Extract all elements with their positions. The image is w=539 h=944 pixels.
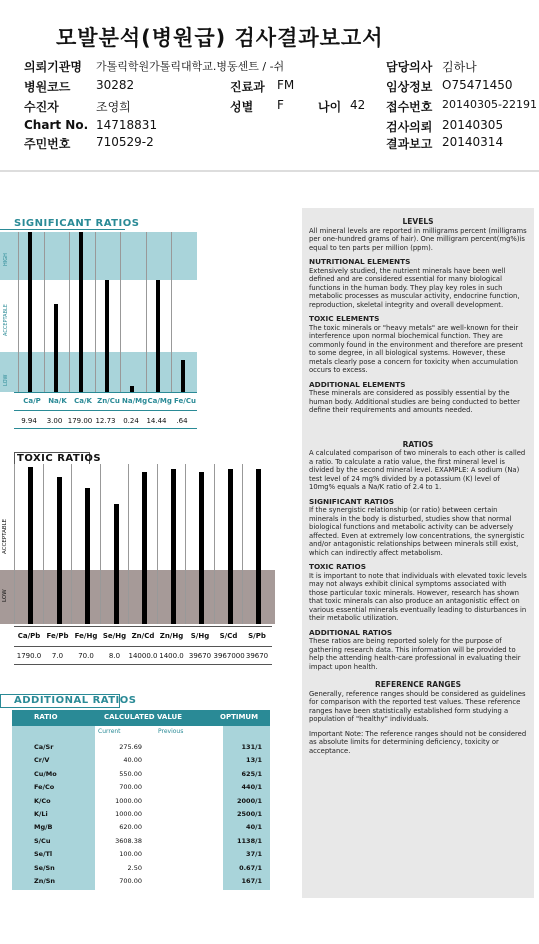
toxic-bar — [57, 477, 62, 624]
toxic-category-label: Zn/Hg — [159, 632, 184, 640]
label-doctor: 담당의사 — [386, 60, 433, 74]
divider — [0, 170, 539, 172]
additional-current-value: 2.50 — [127, 863, 142, 872]
toxic-category-label: Zn/Cd — [131, 632, 155, 640]
significant-category-label: Ca/Mg — [147, 397, 172, 405]
toxic-bar — [199, 472, 204, 624]
significant-category-label: Na/K — [48, 397, 67, 405]
value-doctor: 김하나 — [442, 60, 477, 74]
additional-optimum-value: 40/1 — [246, 823, 262, 832]
toxic-category-label: Se/Hg — [102, 632, 127, 640]
column-line — [95, 232, 96, 392]
toxic-ratios-title: TOXIC RATIOS — [17, 453, 102, 464]
value-rule-bottom — [14, 428, 197, 429]
toxic-category-label: S/Hg — [190, 632, 210, 640]
toxic-value-label: 1790.0 — [16, 652, 42, 660]
reference-ranges-text: Generally, reference ranges should be considered as guidelines for comparison with the reported test values. These reference ranges have been statistically established form studying a population of "healthy" individuals. — [309, 689, 526, 723]
toxic-rule-top — [14, 626, 272, 627]
additional-optimum-value: 131/1 — [241, 743, 262, 751]
column-line — [120, 232, 121, 392]
additional-ratio-name: Mg/B — [34, 823, 53, 832]
additional-current-value: 40.00 — [123, 756, 142, 765]
significant-value-label: 3.00 — [46, 417, 63, 425]
significant-category-label: Na/Mg — [122, 397, 148, 405]
zone-label-high: HIGH — [3, 253, 9, 266]
additional-ratio-name: K/Li — [34, 810, 48, 818]
additional-optimum-value: 440/1 — [241, 783, 262, 792]
significant-title-rule — [0, 229, 125, 230]
significant-bar — [79, 232, 83, 392]
significant-value-label: 179.00 — [67, 417, 93, 425]
significant-category-label: Ca/K — [74, 397, 92, 405]
additional-current-value: 1000.00 — [115, 810, 142, 818]
col-optimum: OPTIMUM — [220, 713, 259, 721]
toxic-ratios-heading: TOXIC RATIOS — [309, 562, 367, 571]
value-institution: 가톨릭학원가톨릭대학교.병동센트 / -쉬 — [96, 60, 285, 73]
col-calculated: CALCULATED VALUE — [104, 713, 183, 721]
toxic-value-label: 8.0 — [108, 652, 121, 660]
value-patient: 조영희 — [96, 100, 131, 114]
toxic-acceptable-zone — [0, 464, 275, 570]
significant-bar — [28, 232, 32, 392]
toxic-bar — [85, 488, 90, 624]
additional-optimum-value: 2000/1 — [237, 796, 262, 805]
significant-ratios-text: If the synergistic relationship (or ratio) between certain minerals in the body is disturbed, studies show that normal biological functions and metabolic activity can be adversely affected. Even at extremely low concentrations, the synergistic and/or antagonistic relationships between minerals still exist, which can indirectly affect metabolism. — [309, 506, 525, 557]
label-sex: 성별 — [230, 100, 254, 114]
column-line — [214, 464, 215, 624]
additional-optimum-value: 167/1 — [241, 877, 262, 885]
ratios-heading: RATIOS — [402, 439, 434, 449]
additional-ratio-name: Fe/Co — [34, 783, 55, 792]
additional-current-value: 275.69 — [119, 743, 142, 751]
significant-category-label: Ca/P — [23, 397, 41, 405]
value-receipt-no: 20140305-22191 — [442, 98, 537, 111]
additional-ratio-name: S/Cu — [34, 836, 51, 845]
zone-label-low: LOW — [3, 374, 9, 386]
value-age: 42 — [350, 98, 366, 112]
additional-ratios-title: ADDITIONAL RATIOS — [14, 695, 137, 706]
label-request-date: 검사의뢰 — [386, 120, 433, 134]
additional-optimum-value: 2500/1 — [237, 810, 262, 818]
toxic-value-label: 1400.0 — [159, 652, 184, 660]
label-clinical-info: 임상정보 — [386, 80, 433, 94]
label-dept: 진료과 — [230, 80, 265, 94]
report-title: 모발분석(병원급) 검사결과보고서 — [56, 26, 384, 50]
nutritional-text: Extensively studied, the nutrient minerals have been well defined and are considered essential for many biological functions in the human body. They play key roles in such metabolic processes as muscular activity, endocrine function, reproduction, skeletal integrity and overall development. — [309, 266, 520, 309]
additional-ratio-name: Se/Tl — [34, 850, 53, 859]
column-line — [69, 232, 70, 392]
col-ratio: RATIO — [34, 713, 58, 721]
significant-value-label: .64 — [176, 417, 188, 425]
additional-current-value: 700.00 — [119, 783, 142, 792]
reference-ranges-heading: REFERENCE RANGES — [374, 680, 462, 689]
additional-ratio-name: Cr/V — [34, 756, 50, 765]
significant-bar — [105, 280, 109, 392]
levels-text: All mineral levels are reported in milligrams percent (milligrams per one-hundred grams of hair). One milligram percent(mg%)is equal to ten parts per million (ppm). — [309, 226, 527, 252]
column-line — [14, 464, 15, 624]
value-clinical-info: O75471450 — [442, 78, 513, 92]
toxic-bar — [256, 469, 261, 624]
toxic-category-label: S/Pb — [248, 632, 266, 640]
value-report-date: 20140314 — [442, 135, 504, 149]
toxic-bar — [171, 469, 176, 624]
value-hospital-code: 30282 — [96, 78, 135, 92]
column-line — [171, 232, 172, 392]
label-hospital-code: 병원코드 — [24, 80, 71, 94]
additional-optimum-value: 625/1 — [241, 769, 262, 778]
significant-ratios-heading: SIGNIFICANT RATIOS — [309, 496, 394, 506]
column-line — [157, 464, 158, 624]
additional-current-value: 3608.38 — [115, 836, 142, 845]
value-resident-no: 710529-2 — [96, 135, 154, 149]
significant-value-label: 9.94 — [21, 417, 37, 425]
toxic-zone-low: LOW — [2, 589, 8, 602]
label-institution: 의뢰기관명 — [24, 60, 82, 74]
column-line — [128, 464, 129, 624]
value-sex: F — [277, 98, 284, 112]
toxic-category-label: Ca/Pb — [17, 632, 41, 640]
toxic-ratios-chart — [0, 464, 275, 624]
significant-value-label: 14.44 — [146, 417, 167, 425]
label-chart-no: Chart No. — [24, 118, 89, 132]
toxic-value-label: 7.0 — [51, 652, 64, 660]
column-line — [71, 464, 72, 624]
column-line — [185, 464, 186, 624]
column-line — [242, 464, 243, 624]
toxic-value-label: 3967000 — [213, 652, 245, 660]
toxic-low-zone — [0, 570, 275, 624]
additional-optimum-value: 1138/1 — [237, 836, 262, 845]
label-age: 나이 — [318, 100, 342, 114]
zone-label-acceptable: ACCEPTABLE — [3, 304, 9, 336]
label-resident-no: 주민번호 — [24, 137, 71, 151]
significant-category-label: Fe/Cu — [174, 397, 196, 405]
toxic-bar — [228, 469, 233, 624]
column-line — [44, 232, 45, 392]
toxic-category-label: Fe/Hg — [74, 632, 98, 640]
column-line — [18, 232, 19, 392]
sub-previous: Previous — [158, 728, 184, 735]
additional-ratio-name: Zn/Sn — [34, 877, 56, 885]
additional-ratio-name: Se/Sn — [34, 863, 55, 872]
additional-ratio-name: K/Co — [34, 796, 51, 805]
ratios-text: A calculated comparison of two minerals to each other is called a ratio. To calculate a ratio value, the first mineral level is divided by the second mineral level. EXAMPLE: A sodium (Na) test level of 24 mg% divided by a potassium (K) level of 10mg% equals a Na/K ratio of 2.4 to 1. — [309, 449, 526, 491]
toxic-value-label: 39670 — [188, 652, 212, 660]
toxic-bar — [142, 472, 147, 624]
label-report-date: 결과보고 — [386, 137, 433, 151]
value-dept: FM — [277, 78, 295, 92]
additional-current-value: 100.00 — [119, 850, 142, 859]
column-line — [146, 232, 147, 392]
toxic-rule-mid — [14, 646, 272, 647]
toxic-value-label: 39670 — [245, 652, 269, 660]
additional-elements-text: These minerals are considered as possibly essential by the human body. Additional studies are being conducted to better define their requirements and amounts needed. — [309, 389, 520, 414]
toxic-ratios-text: It is important to note that individuals with elevated toxic levels may not always exhibit clinical symptoms associated with those particular toxic minerals. However, research has shown that toxic minerals can also produce an antagonistic effect on various essential minerals eventually leading to disturbances in their metabolic utilization. — [309, 571, 527, 622]
toxic-value-label: 14000.0 — [128, 652, 158, 660]
label-receipt-no: 접수번호 — [386, 100, 433, 114]
additional-optimum-value: 37/1 — [246, 850, 262, 859]
additional-ratio-name: Cu/Mo — [34, 769, 57, 778]
significant-value-label: 12.73 — [95, 417, 116, 425]
column-line — [100, 464, 101, 624]
additional-elements-heading: ADDITIONAL ELEMENTS — [309, 379, 406, 389]
toxic-rule-bottom — [14, 664, 272, 665]
explanation-panel — [302, 208, 534, 898]
significant-ratios-chart — [0, 232, 197, 447]
significant-category-label: Zn/Cu — [97, 397, 120, 405]
additional-current-value: 620.00 — [119, 823, 142, 832]
levels-heading: LEVELS — [402, 217, 434, 226]
toxic-bar — [114, 504, 119, 624]
value-chart-no: 14718831 — [96, 118, 158, 132]
additional-current-value: 700.00 — [119, 877, 142, 885]
label-patient: 수진자 — [24, 100, 59, 114]
significant-bar — [181, 360, 185, 392]
column-line — [43, 464, 44, 624]
additional-ratio-name: Ca/Sr — [34, 743, 54, 751]
additional-optimum-value: 0.67/1 — [239, 863, 262, 872]
toxic-bar — [28, 467, 33, 624]
sub-current: Current — [98, 728, 121, 735]
value-request-date: 20140305 — [442, 118, 504, 132]
additional-ratios-heading: ADDITIONAL RATIOS — [309, 627, 393, 637]
significant-ratios-title: SIGNIFICANT RATIOS — [14, 218, 140, 229]
additional-current-value: 550.00 — [119, 769, 142, 778]
category-rule — [14, 392, 197, 393]
additional-current-value: 1000.00 — [115, 796, 142, 805]
significant-bar — [156, 280, 160, 392]
additional-ratios-text: These ratios are being reported solely for the purpose of gathering research data. This information will be provided to help the attending health-care professional in evaluating their impact upon health. — [309, 637, 521, 671]
significant-value-label: 0.24 — [123, 417, 139, 425]
toxic-zone-acceptable: ACCEPTABLE — [2, 518, 8, 554]
additional-optimum-value: 13/1 — [246, 756, 262, 765]
value-rule-top — [14, 410, 197, 411]
nutritional-heading: NUTRITIONAL ELEMENTS — [309, 257, 411, 266]
toxic-value-label: 70.0 — [78, 652, 94, 660]
significant-bar — [54, 304, 58, 392]
toxic-category-label: Fe/Pb — [46, 632, 69, 640]
toxic-category-label: S/Cd — [219, 632, 238, 640]
important-note-text: Important Note: The reference ranges should not be considered as absolute limits for determining deficiency, toxicity or acceptance. — [309, 729, 527, 755]
toxic-elements-heading: TOXIC ELEMENTS — [309, 314, 380, 323]
toxic-elements-text: The toxic minerals or "heavy metals" are well-known for their interference upon normal biochemical function. They are commonly found in the environment and therefore are present to some degree, in all biological systems. However, these metals clearly pose a concern for toxicity when accumulation occurs to excess. — [309, 323, 523, 374]
